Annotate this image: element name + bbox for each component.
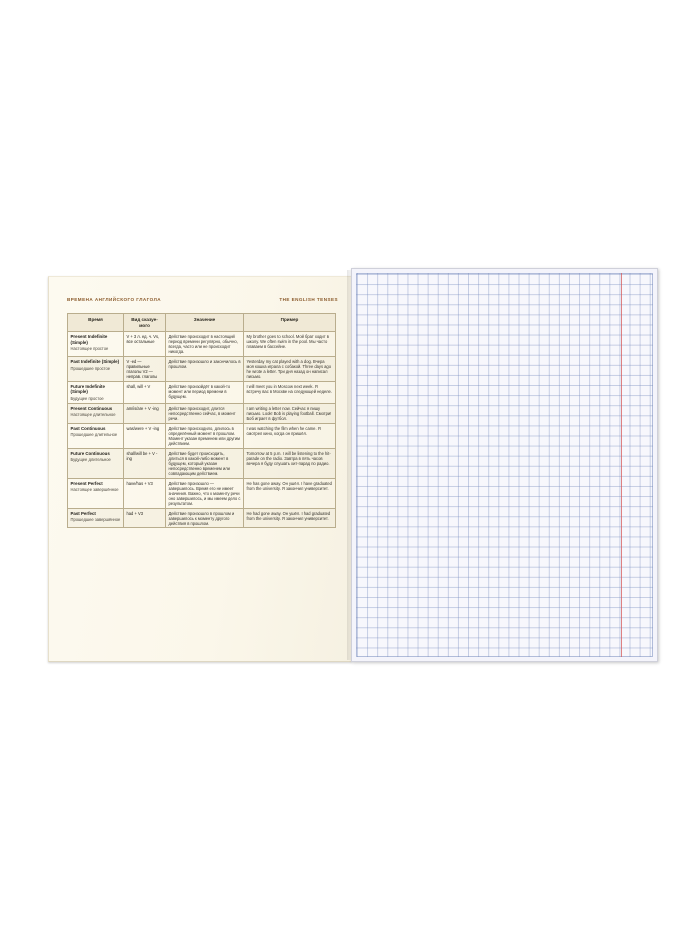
cell-tense: [68, 478, 124, 508]
tense-name-en: Present Continuous: [70, 405, 113, 411]
cell-example: He has gone away. Он ушёл. I have graduated from the university. Я закончил университет.: [244, 478, 336, 508]
table-row: [68, 423, 336, 448]
cell-meaning: Действие происходит в настоящий период времени регулярно, обычно, всегда, часто или не происходит никогда.: [166, 332, 244, 357]
cell-example: Yesterday my cat played with a dog. Вчера моя кошка играла с собакой. Three days ago he wrote a letter. Три дня назад он написал письмо.: [244, 357, 336, 382]
tense-name-en: Past Indefinite (Simple): [70, 359, 120, 365]
cell-meaning: Действие происходило, длилось в определённый момент в прошлом. Момент указан временем или другим действием.: [166, 423, 244, 448]
table-row: [68, 448, 336, 478]
table-row: [68, 478, 336, 508]
column-header-form: Вид сказуе-мого: [124, 314, 166, 332]
cell-form: shall/will be + V -ing: [124, 448, 166, 478]
cell-tense: [68, 508, 124, 528]
tense-name-ru: Прошедшее завершённое: [70, 516, 121, 522]
cell-meaning: Действие произошло в прошлом и завершилось к моменту другого действия в прошлом.: [166, 508, 244, 528]
margin-line: [621, 273, 622, 657]
cell-example: Tomorrow at 5 p.m. I will be listening to the hit-parade on the radio. Завтра в пять часов вечера я буду слушать хит-парад по радио.: [244, 448, 336, 478]
tenses-table: [67, 313, 336, 528]
tense-name-en: Future Continuous: [70, 450, 110, 456]
cell-example: I am writing a letter now. Сейчас я пишу письмо. Look! Bob is playing football. Смотри! Боб играет в футбол.: [244, 403, 336, 423]
table-row: [68, 382, 336, 404]
tense-name-ru: Настоящее длительное: [70, 412, 116, 418]
cell-form: shall, will + V: [124, 382, 166, 404]
tense-name-en: Present Perfect: [70, 480, 103, 486]
tense-name-ru: Будущее простое: [70, 395, 104, 401]
tense-name-ru: Настоящее завершённое: [70, 486, 119, 492]
cell-form: V -ed — правильные глаголы V2 — неправ. глаголы: [124, 357, 166, 382]
column-header-tense: Время: [68, 314, 124, 332]
tense-name-en: Past Continuous: [70, 425, 106, 431]
cell-meaning: Действие будет происходить, длиться в какой-либо момент в будущем, который указан непосредственно временем или совпадающим действием.: [166, 448, 244, 478]
table-row: [68, 403, 336, 423]
tense-name-en: Future Indefinite (Simple): [70, 384, 105, 395]
table-header-row: [68, 314, 336, 332]
graph-grid: [356, 273, 653, 657]
table-row: [68, 508, 336, 528]
title-english: THE ENGLISH TENSES: [279, 297, 338, 302]
table-row: [68, 357, 336, 382]
cell-meaning: Действие произошло и закончилось в прошлом.: [166, 357, 244, 382]
cell-tense: [68, 332, 124, 357]
table-row: [68, 332, 336, 357]
cell-tense: [68, 448, 124, 478]
page-header: [67, 297, 338, 302]
cell-tense: [68, 357, 124, 382]
right-page-graph-paper: [351, 268, 658, 662]
column-header-meaning: Значение: [166, 314, 244, 332]
cell-form: was/were + V -ing: [124, 423, 166, 448]
cell-tense: [68, 423, 124, 448]
cell-form: am/is/are + V -ing: [124, 403, 166, 423]
cell-form: had + V3: [124, 508, 166, 528]
cell-example: He had gone away. Он ушёл. I had graduated from the university. Я закончил университет.: [244, 508, 336, 528]
tense-name-ru: Настоящее простое: [70, 345, 109, 351]
table-body: [68, 332, 336, 528]
tense-name-ru: Прошедшее длительное: [70, 432, 118, 438]
cell-meaning: Действие происходит, длится непосредственно сейчас, в момент речи.: [166, 403, 244, 423]
tense-name-ru: Будущее длительное: [70, 457, 111, 463]
column-header-example: Пример: [244, 314, 336, 332]
cell-meaning: Действие произошло — завершилось. Время его не имеет значения. Важно, что к моменту речи оно завершилось, и мы имеем дело с результатом.: [166, 478, 244, 508]
cell-meaning: Действие произойдёт в какой-то момент или период времени в будущем.: [166, 382, 244, 404]
title-russian: ВРЕМЕНА АНГЛИЙСКОГО ГЛАГОЛА: [67, 297, 162, 302]
cell-form: have/has + V3: [124, 478, 166, 508]
tense-name-ru: Прошедшее простое: [70, 365, 111, 371]
cell-example: My brother goes to school. Мой брат ходит в школу. We often swim in the pool. Мы часто плаваем в бассейне.: [244, 332, 336, 357]
cell-form: V + 3 л. ед. ч. Vs, все остальные: [124, 332, 166, 357]
cell-tense: [68, 382, 124, 404]
cell-tense: [68, 403, 124, 423]
notebook-spread: [48, 268, 656, 660]
left-page-reference-table: [48, 276, 352, 662]
tense-name-en: Present Indefinite (Simple): [70, 334, 108, 345]
cell-example: I will meet you in Moscow next week. Я встречу вас в Москве на следующей неделе.: [244, 382, 336, 404]
tense-name-en: Past Perfect: [70, 510, 96, 516]
cell-example: I was watching the film when he came. Я смотрел кино, когда он пришёл.: [244, 423, 336, 448]
